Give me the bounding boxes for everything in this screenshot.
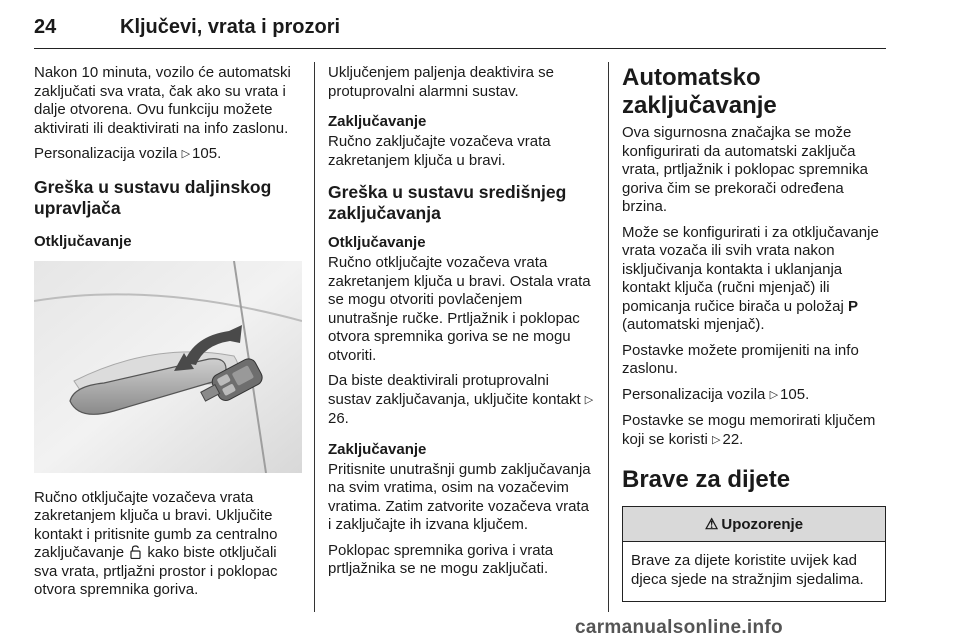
watermark: carmanualsonline.info xyxy=(575,617,783,638)
warning-title: Upozorenje xyxy=(721,515,804,533)
subsection-heading: Zaključavanje xyxy=(328,440,427,458)
paragraph-unlock-instructions xyxy=(34,489,302,600)
reference-text: Personalizacija vozila xyxy=(34,145,182,162)
paragraph-reference xyxy=(622,412,890,450)
subsection-heading: Zaključavanje xyxy=(328,113,427,130)
page-title: Ključevi, vrata i prozori xyxy=(120,16,341,38)
page-number: 24 xyxy=(34,16,57,38)
reference-text: Da biste deaktivirali protuprovalni sustav zaključavanja, uključite kontakt xyxy=(328,372,585,408)
paragraph: Postavke možete promijeniti na info zaslonu. xyxy=(622,341,859,377)
subsection-heading: Otključavanje xyxy=(34,232,132,250)
reference-text: Postavke se mogu memorirati ključem koji se koristi xyxy=(622,412,876,448)
paragraph: Uključenjem paljenja deaktivira se protuprovalni alarmni sustav. xyxy=(328,64,554,100)
paragraph: Poklopac spremnika goriva i vrata prtljažnika se ne mogu zaključati. xyxy=(328,541,554,577)
warning-box xyxy=(622,506,886,602)
paragraph-reference xyxy=(328,372,596,429)
column-1 xyxy=(34,64,302,607)
column-divider-right xyxy=(608,62,609,612)
text: (automatski mjenjač). xyxy=(622,316,765,333)
paragraph xyxy=(622,224,890,335)
paragraph: Ova sigurnosna značajka se može konfigurirati da automatski zaključa vrata, prtljažnik i poklopac spremnika goriva čim se prekorači određena brzina. xyxy=(622,124,868,215)
page-header xyxy=(34,10,886,49)
warning-header xyxy=(623,507,885,542)
paragraph: Ručno otključajte vozačeva vrata zakretanjem ključa u bravi. Ostala vrata se mogu otvoriti povlačenjem unutrašnje ručke. Prtljažnik i poklopac otvora spremnika goriva se ne mogu otvoriti. xyxy=(328,254,591,364)
paragraph-reference xyxy=(622,386,890,406)
door-handle-key-illustration xyxy=(34,261,302,473)
column-3 xyxy=(622,64,890,602)
page-ref-arrow-icon: ▷ xyxy=(181,148,191,160)
reference-page[interactable]: 105. xyxy=(780,385,810,403)
reference-page[interactable]: 26. xyxy=(328,410,349,427)
page-ref-arrow-icon: ▷ xyxy=(712,433,721,446)
section-title: Automatsko zaključavanje xyxy=(622,64,777,119)
paragraph-reference xyxy=(34,145,302,165)
column-2 xyxy=(328,64,596,586)
paragraph: Ručno zaključajte vozačeva vrata zakretanjem ključa u bravi. xyxy=(328,133,551,169)
reference-page[interactable]: 105. xyxy=(192,145,222,162)
page-ref-arrow-icon: ▷ xyxy=(769,388,779,401)
section-heading: Greška u sustavu daljinskog upravljača xyxy=(34,176,272,218)
text: Može se konfigurirati i za otključavanje vrata vozača ili svih vrata nakon isključivanja kontakta i uklanjanja kontakt ključa (ručni mjenjač) ili pomicanja ručice birača u položaj xyxy=(622,223,879,315)
reference-text: Personalizacija vozila xyxy=(622,385,770,403)
section-heading: Greška u sustavu središnjeg zaključavanja xyxy=(328,182,567,223)
paragraph: Nakon 10 minuta, vozilo će automatski zaključati sva vrata, čak ako su vrata i dalje otvorena. Ovu funkciju možete aktivirati ili deaktivirati na info zaslonu. xyxy=(34,64,291,137)
warning-body: Brave za dijete koristite uvijek kad djeca sjede na stražnjim sjedalima. xyxy=(631,552,864,588)
page-ref-arrow-icon: ▷ xyxy=(584,393,594,406)
unlock-text-b: kako biste otključali sva vrata, prtljažni prostor i poklopac otvora spremnika goriva. xyxy=(34,544,278,598)
unlock-text-a: Ručno otključajte vozačeva vrata zakretanjem ključa u bravi. Uključite kontakt i pritisnite gumb za centralno zaključavanje xyxy=(34,488,278,561)
unlock-icon xyxy=(130,545,141,559)
section-title: Brave za dijete xyxy=(622,466,791,493)
gear-position-label: P xyxy=(847,297,858,315)
subsection-heading: Otključavanje xyxy=(328,234,426,251)
paragraph: Pritisnite unutrašnji gumb zaključavanja na svim vratima, osim na vozačevim vratima. Zatim zatvorite vozačeva vrata i zaključajte ih izvana ključem. xyxy=(328,460,591,533)
warning-icon: ⚠ xyxy=(704,516,719,533)
column-divider-left xyxy=(314,62,315,612)
reference-page[interactable]: 22. xyxy=(722,430,744,448)
